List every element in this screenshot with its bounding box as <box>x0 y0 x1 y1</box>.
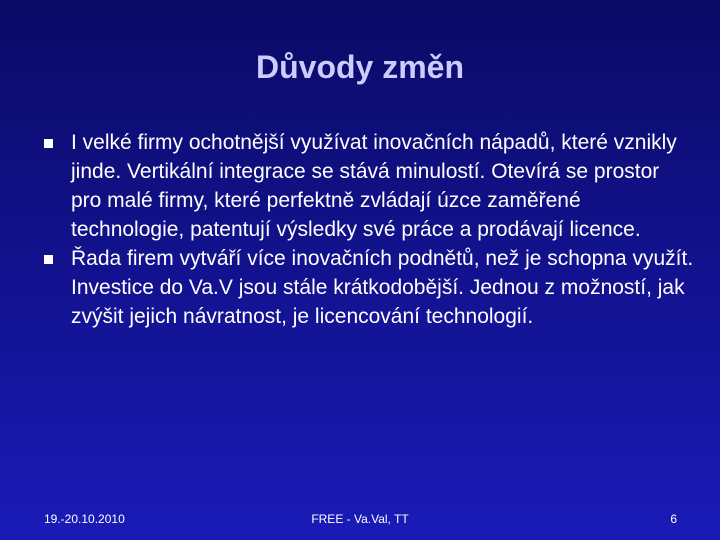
footer-date: 19.-20.10.2010 <box>44 512 125 526</box>
footer-title: FREE - Va.Val, TT <box>311 512 409 526</box>
bullet-item <box>44 244 694 331</box>
bullet-list <box>44 128 694 331</box>
bullet-text: Řada firem vytváří více inovačních podnětů, než je schopna využít. Investice do Va.V jsou stále krátkodobější. Jednou z možností, jak zvýšit jejich návratnost, je licencování technologií. <box>71 247 694 328</box>
bullet-text: I velké firmy ochotnější využívat inovačních nápadů, které vznikly jinde. Vertikální integrace se stává minulostí. Otevírá se prostor pro malé firmy, které perfektně zvládají úzce zaměřené technologie, patentují výsledky své práce a prodávají licence. <box>71 131 677 241</box>
page-number: 6 <box>670 512 677 526</box>
slide-title: Důvody změn <box>255 49 465 85</box>
bullet-item <box>44 128 694 244</box>
square-bullet-icon <box>44 255 53 264</box>
square-bullet-icon <box>44 139 53 148</box>
